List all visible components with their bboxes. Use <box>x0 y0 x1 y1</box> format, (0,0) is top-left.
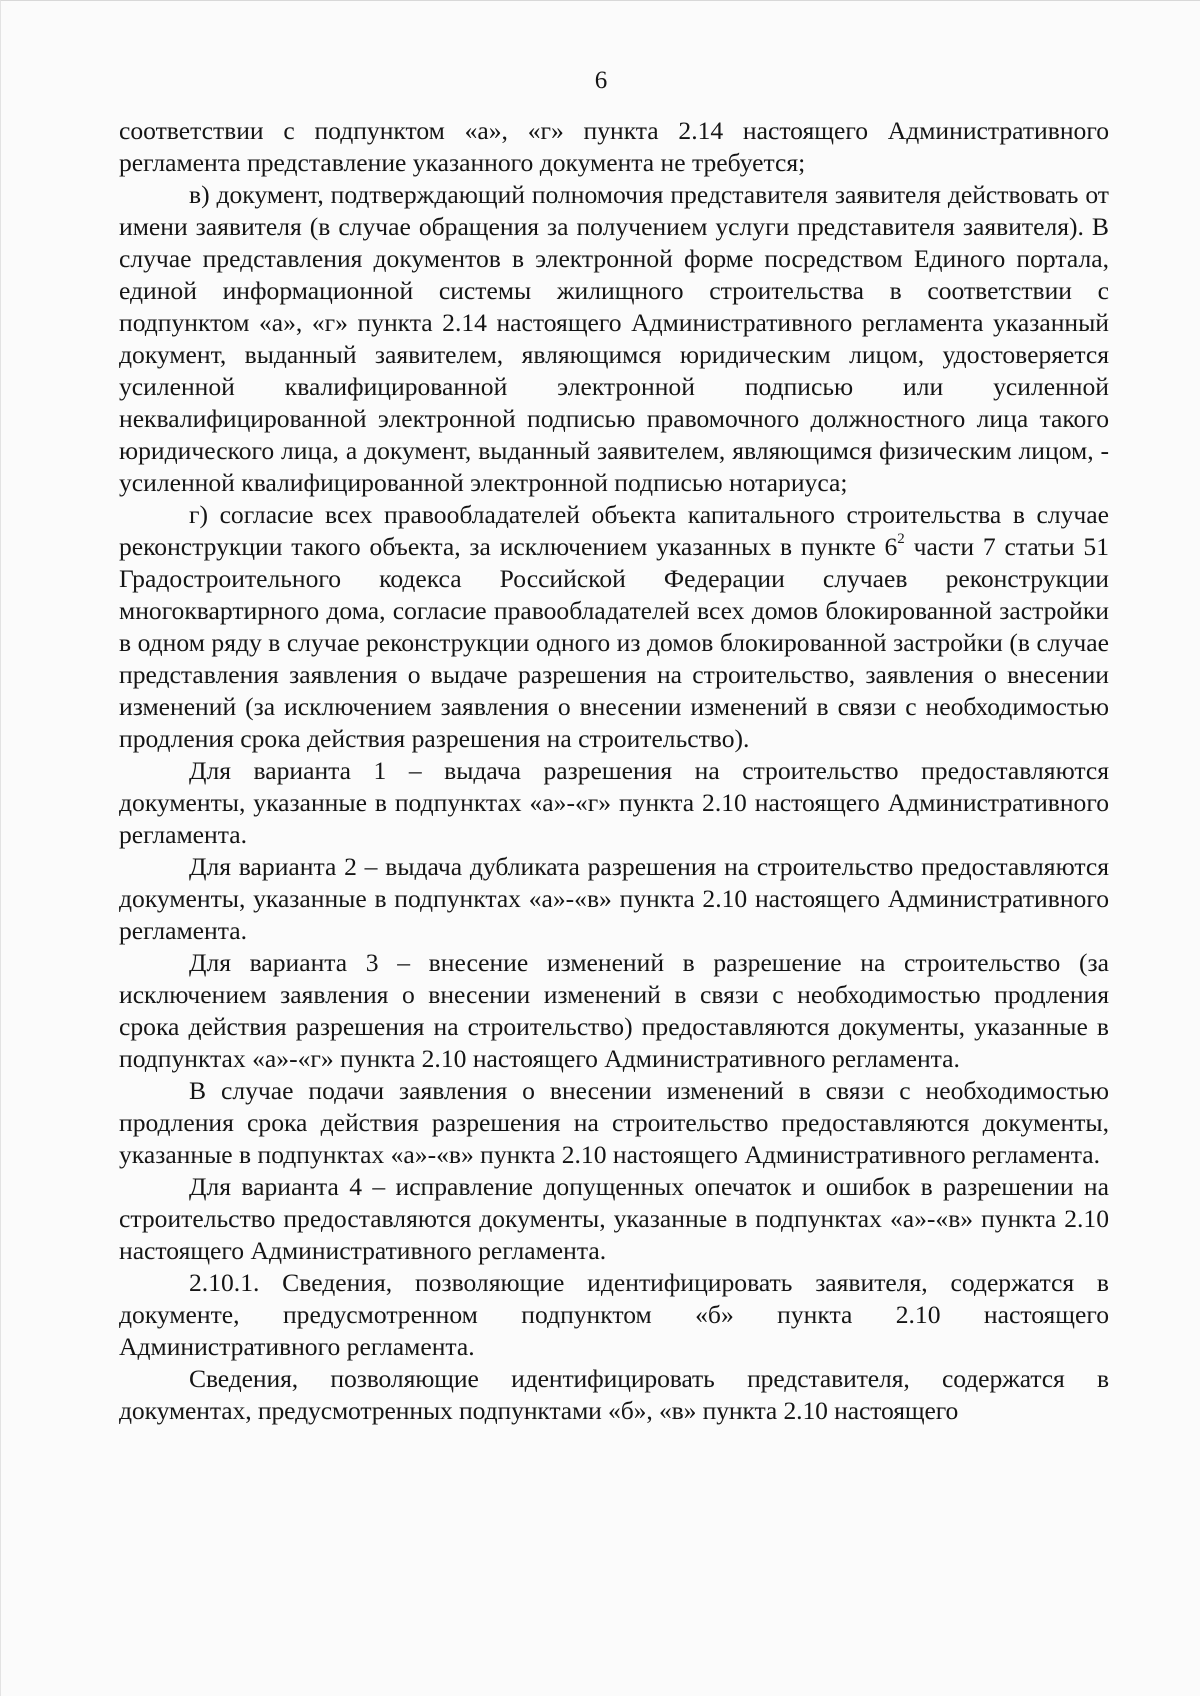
paragraph-extension-case: В случае подачи заявления о внесении изменений в связи с необходимостью продления срока действия разрешения на строительство предоставляются документы, указанные в подпунктах «а»-«в» пункта 2.10 настоящего Административного регламента. <box>119 1076 1109 1169</box>
paragraph-representative-identification: Сведения, позволяющие идентифицировать представителя, содержатся в документах, предусмотренных подпунктами «б», «в» пункта 2.10 настоящего <box>119 1364 1109 1425</box>
page-number: 6 <box>594 67 608 94</box>
paragraph-item-g-text-after-superscript: части 7 статьи 51 Градостроительного кодекса Российской Федерации случаев реконструкции многоквартирного дома, согласие правообладателей всех домов блокированной застройки в одном ряду в случае реконструкции одного из домов блокированной застройки (в случае представления заявления о выдаче разрешения на строительство, заявления о внесении изменений (за исключением заявления о внесении изменений в связи с необходимостью продления срока действия разрешения на строительство). <box>119 532 1109 753</box>
paragraph-variant-1: Для варианта 1 – выдача разрешения на строительство предоставляются документы, указанные в подпунктах «а»-«г» пункта 2.10 настоящего Административного регламента. <box>119 756 1109 849</box>
superscript-footnote-number: 2 <box>897 531 905 548</box>
paragraph-item-g <box>119 499 1109 755</box>
paragraph-variant-3: Для варианта 3 – внесение изменений в разрешение на строительство (за исключением заявления о внесении изменений в связи с необходимостью продления срока действия разрешения на строительство) предоставляются документы, указанные в подпунктах «а»-«г» пункта 2.10 настоящего Административного регламента. <box>119 948 1109 1073</box>
paragraph-item-g-text-before-superscript: г) согласие всех правообладателей объекта капитального строительства в случае реконструкции такого объекта, за исключением указанных в пункте 6 <box>119 500 1109 561</box>
document-body <box>119 115 1109 1427</box>
paragraph-variant-4: Для варианта 4 – исправление допущенных опечаток и ошибок в разрешении на строительство предоставляются документы, указанные в подпунктах «а»-«в» пункта 2.10 настоящего Административного регламента. <box>119 1172 1109 1265</box>
paragraph-item-v: в) документ, подтверждающий полномочия представителя заявителя действовать от имени заявителя (в случае обращения за получением услуги представителя заявителя). В случае представления документов в электронной форме посредством Единого портала, единой информационной системы жилищного строительства в соответствии с подпунктом «а», «г» пункта 2.14 настоящего Административного регламента указанный документ, выданный заявителем, являющимся юридическим лицом, удостоверяется усиленной квалифицированной электронной подписью или усиленной неквалифицированной электронной подписью правомочного должностного лица такого юридического лица, а документ, выданный заявителем, являющимся физическим лицом, - усиленной квалифицированной электронной подписью нотариуса; <box>119 180 1109 497</box>
paragraph-2-10-1: 2.10.1. Сведения, позволяющие идентифицировать заявителя, содержатся в документе, предусмотренном подпунктом «б» пункта 2.10 настоящего Административного регламента. <box>119 1268 1109 1361</box>
paragraph-continuation: соответствии с подпунктом «а», «г» пункта 2.14 настоящего Административного регламента представление указанного документа не требуется; <box>119 116 1109 177</box>
paragraph-variant-2: Для варианта 2 – выдача дубликата разрешения на строительство предоставляются документы, указанные в подпунктах «а»-«в» пункта 2.10 настоящего Административного регламента. <box>119 852 1109 945</box>
